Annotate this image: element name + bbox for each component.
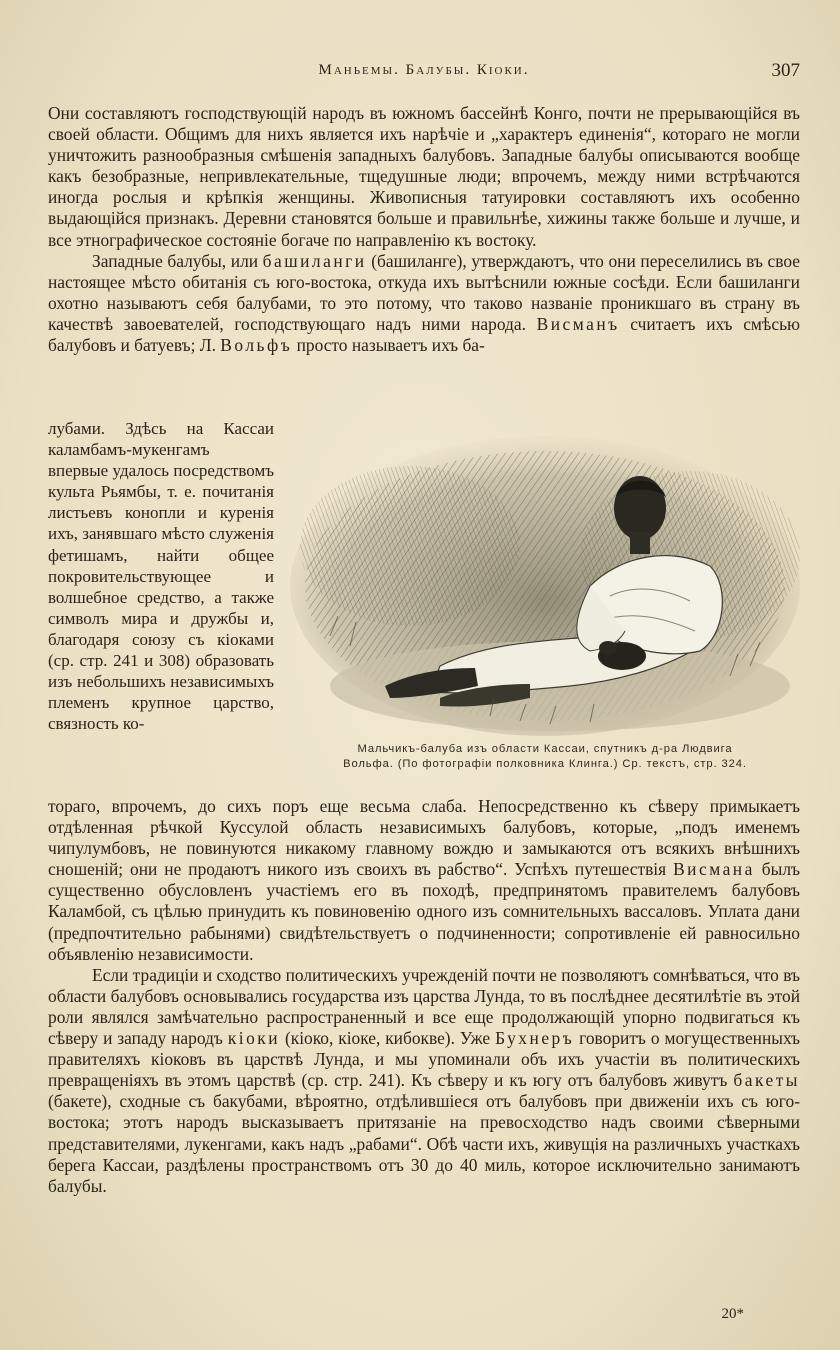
body-text-top — [48, 103, 800, 356]
paragraph-3-text-b: былъ существенно обусловленъ участіемъ его въ походѣ, предпринятомъ правителемъ балубовъ Каламбой, съ цѣлью принудить къ повиновенію одного изъ сомнительныхъ вассаловъ. Уплата дани (предпочтительно рабынями) свидѣтельствуетъ о подчиненности; сопротивленіе ей равносильно объявленію независимости. — [48, 859, 800, 964]
term-kioki: кіоки — [227, 1028, 281, 1049]
paragraph-4-text-d: (бакете), сходные съ бакубами, вѣроятно, отдѣлившіеся отъ балубовъ при движеніи ихъ съ юго-востока; этотъ народъ высказываетъ притязаніе на превосходство надъ своими сѣверными представителями, лукенгами, какъ надъ „рабами“. Обѣ части ихъ, живущія на различныхъ участкахъ берега Кассаи, раздѣлены пространствомъ отъ 30 до 40 миль, которое исключительно занимаютъ балубы. — [48, 1091, 800, 1196]
term-bakety: бакеты — [733, 1070, 800, 1091]
paragraph-2-text-a: Западные балубы, или — [92, 250, 263, 271]
figure-caption — [290, 742, 800, 772]
running-title: Маньемы. Балубы. Кіоки. — [318, 62, 530, 78]
signature-mark: 20* — [721, 1306, 744, 1322]
paragraph-4-text-a: Если традиціи и сходство политическихъ учрежденій почти не позволяютъ сомнѣваться, что въ области балубовъ основывались государства изъ царства Лунда, то въ послѣднее десятилѣтіе въ этой роли являлся замѣчательно распространенный и все еще продолжающій упорно подвигаться къ сѣверу и западу народъ — [48, 964, 800, 1049]
paragraph-2-text-c: считаетъ ихъ смѣсью балубовъ и батуевъ; Л. — [48, 313, 800, 356]
page-number: 307 — [771, 60, 800, 81]
paragraph-1: Они составляютъ господствующій народъ въ южномъ бассейнѣ Конго, почти не прерывающійся въ своей области. Общимъ для нихъ является ихъ нарѣчіе и „характеръ единенія“, котораго не могли уничтожить разнообразныя смѣшенія западныхъ балубовъ. Западные балубы описываются вообще какъ безобразные, непривлекательные, тщедушные люди; впрочемъ, между ними встрѣчаются иногда рослыя и крѣпкія женщины. Живописныя татуировки составляютъ ихъ особенно выдающійся признакъ. Деревни становятся больше и правильнѣе, хижины также больше и лучше, и все этнографическое состояніе богаче по направленію къ востоку. — [48, 103, 800, 250]
paragraph-2-text-b: (башиланге), утверждаютъ, что они переселились въ свое настоящее мѣсто обитанія съ юго-востока, откуда ихъ вытѣснили южные сосѣди. Если башиланги охотно называютъ себя балубами, то это потому, что таково названіе проникшаго въ страну въ качествѣ завоевателей, господствующаго надъ ними народа. — [48, 250, 800, 334]
paragraph-2 — [48, 251, 800, 356]
name-wolf: Вольфъ — [220, 335, 293, 356]
body-text-bottom — [48, 796, 800, 1197]
paragraph-4 — [48, 965, 800, 1197]
term-bashilangi: башиланги — [262, 250, 367, 271]
caption-line-2: Вольфа. (По фотографіи полковника Клинга.) Ср. текстъ, стр. 324. — [343, 758, 747, 770]
paragraph-3-text-a: тораго, впрочемъ, до сихъ поръ еще весьма слаба. Непосредственно къ сѣверу примыкаетъ отдѣленная рѣчкой Куссулой область независимыхъ балубовъ, которые, „подъ именемъ чипулумбовъ, не повинуются никакому главному вождю и замыкаются отъ всякихъ внѣшнихъ сношеній; они не продаютъ никого изъ своихъ въ рабство“. Успѣхъ путешествія — [48, 796, 800, 880]
side-column-text: лубами. Здѣсь на Кассаи каламбамъ-мукенгамъ впервые удалось посредствомъ культа Рьямбы, т. е. почитанія листьевъ конопли и куренія ихъ, занявшаго мѣсто служенія фетишамъ, найти общее покровительствующее и волшебное средство, а также символъ мира и дружбы и, благодаря союзу съ кіоками (ср. стр. 241 и 308) образовать изъ небольшихъ независимыхъ племенъ крупное царство, связность ко- — [48, 419, 274, 734]
illustration-boy-baluba — [290, 436, 800, 736]
engraving-image — [290, 436, 800, 736]
body-text-side-column — [48, 418, 274, 734]
paragraph-4-text-c: говоритъ о могущественныхъ правителяхъ кіоковъ въ царствѣ Лунда, и мы упоминали объ ихъ участіи въ политическихъ превращеніяхъ въ этомъ царствѣ (ср. стр. 241). Къ сѣверу и къ югу отъ балубовъ живутъ — [48, 1028, 800, 1091]
paragraph-4-text-b: (кіоко, кіоке, кибокве). Уже — [280, 1028, 496, 1049]
paragraph-3 — [48, 796, 800, 965]
name-wissmann: Висманъ — [536, 313, 620, 334]
name-wissmann-2: Висмана — [673, 859, 755, 880]
name-buchner: Бухнеръ — [495, 1028, 575, 1049]
paragraph-2-text-d: просто называетъ ихъ ба- — [292, 335, 485, 356]
caption-line-1: Мальчикъ-балуба изъ области Кассаи, спутникъ д-ра Людвига — [357, 743, 733, 755]
page-header — [48, 62, 800, 88]
